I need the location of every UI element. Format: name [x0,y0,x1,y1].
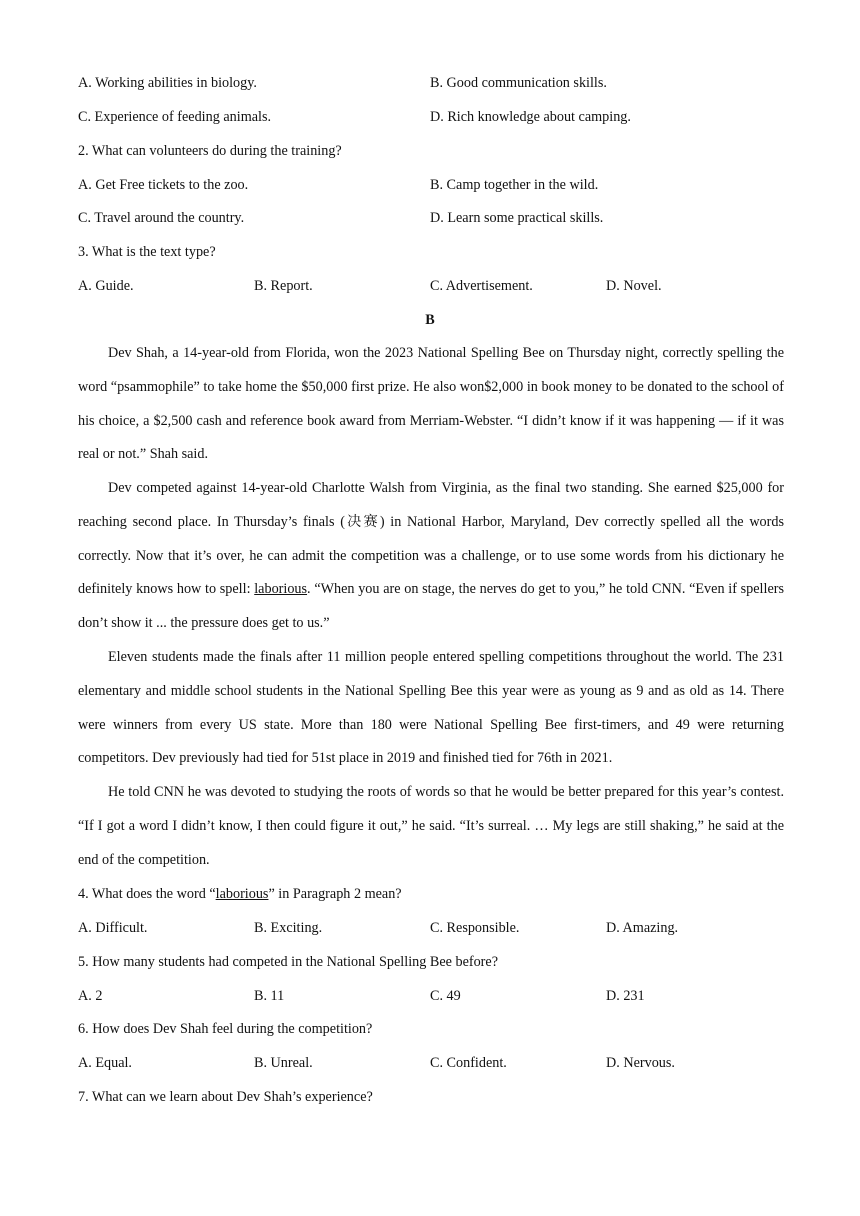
q1-option-d: D. Rich knowledge about camping. [430,109,631,125]
passage-paragraph-1 [78,337,784,472]
section-heading: B [425,312,435,328]
q3-option-a: A. Guide. [78,278,134,294]
passage-paragraph-2 [78,472,784,641]
q5-option-d: D. 231 [606,988,645,1004]
paragraph-text: Eleven students made the finals after 11 million people entered spelling competitions throughout the world. The 231 elementary and middle school students in the National Spelling Bee this year were as young as 9 and as old as 14. There were winners from every US state. More than 180 were National Spelling Bee first-timers, and 49 were returning competitors. Dev previously had tied for 51st place in 2019 and finished tied for 76th in 2021. [78,649,784,767]
q5-option-c: C. 49 [430,988,461,1004]
q3-question: 3. What is the text type? [78,244,216,260]
q7-question: 7. What can we learn about Dev Shah’s experience? [78,1089,373,1105]
q6-option-a: A. Equal. [78,1055,132,1071]
q3-option-c: C. Advertisement. [430,278,533,294]
q4-option-a: A. Difficult. [78,920,148,936]
q2-option-a: A. Get Free tickets to the zoo. [78,177,249,193]
passage-paragraph-3 [78,641,784,776]
q4-option-d: D. Amazing. [606,920,679,936]
q5-option-b: B. 11 [254,988,285,1004]
q5-question: 5. How many students had competed in the National Spelling Bee before? [78,954,498,970]
q5-option-a: A. 2 [78,988,103,1004]
q1-option-c: C. Experience of feeding animals. [78,109,272,125]
paragraph-text: . “When you are on stage, the nerves do get to you,” he told CNN. “Even if spellers don’t show it ... the pressure does get to us.” [78,581,784,632]
question-text: 4. What does the word “ [78,886,216,902]
underlined-word: laborious [215,886,269,902]
question-text: ” in Paragraph 2 mean? [268,886,402,902]
underlined-word: laborious [254,581,308,598]
q2-option-d: D. Learn some practical skills. [430,210,604,226]
q6-option-c: C. Confident. [430,1055,507,1071]
q4-option-b: B. Exciting. [254,920,323,936]
q2-question: 2. What can volunteers do during the training? [78,143,342,159]
passage-paragraph-4 [78,776,784,877]
q6-option-b: B. Unreal. [254,1055,313,1071]
q3-option-b: B. Report. [254,278,313,294]
q2-option-c: C. Travel around the country. [78,210,245,226]
q1-option-a: A. Working abilities in biology. [78,75,257,91]
q6-option-d: D. Nervous. [606,1055,675,1071]
q3-option-d: D. Novel. [606,278,662,294]
q6-question: 6. How does Dev Shah feel during the competition? [78,1021,373,1037]
paragraph-text: Dev competed against 14-year-old Charlotte Walsh from Virginia, as the final two standing. She earned $25,000 for reaching second place. In Thursday’s finals (决赛) in National Harbor, Maryland, Dev correctly spelled all the words correctly. Now that it’s over, he can admit the competition was a challenge, or to use some words from his dictionary he definitely knows how to spell: [78,480,784,598]
paragraph-text: He told CNN he was devoted to studying the roots of words so that he would be better prepared for this year’s contest. “If I got a word I didn’t know, I then could figure it out,” he said. “It’s surreal. … My legs are still shaking,” he said at the end of the competition. [78,784,784,868]
q1-option-b: B. Good communication skills. [430,75,607,91]
paragraph-text: Dev Shah, a 14-year-old from Florida, won the 2023 National Spelling Bee on Thursday night, correctly spelling the word “psammophile” to take home the $50,000 first prize. He also won$2,000 in book money to be donated to the school of his choice, a $2,500 cash and reference book award from Merriam-Webster. “I didn’t know if it was happening — if it was real or not.” Shah said. [78,345,784,463]
q4-question [78,884,402,904]
q2-option-b: B. Camp together in the wild. [430,177,599,193]
q4-option-c: C. Responsible. [430,920,520,936]
